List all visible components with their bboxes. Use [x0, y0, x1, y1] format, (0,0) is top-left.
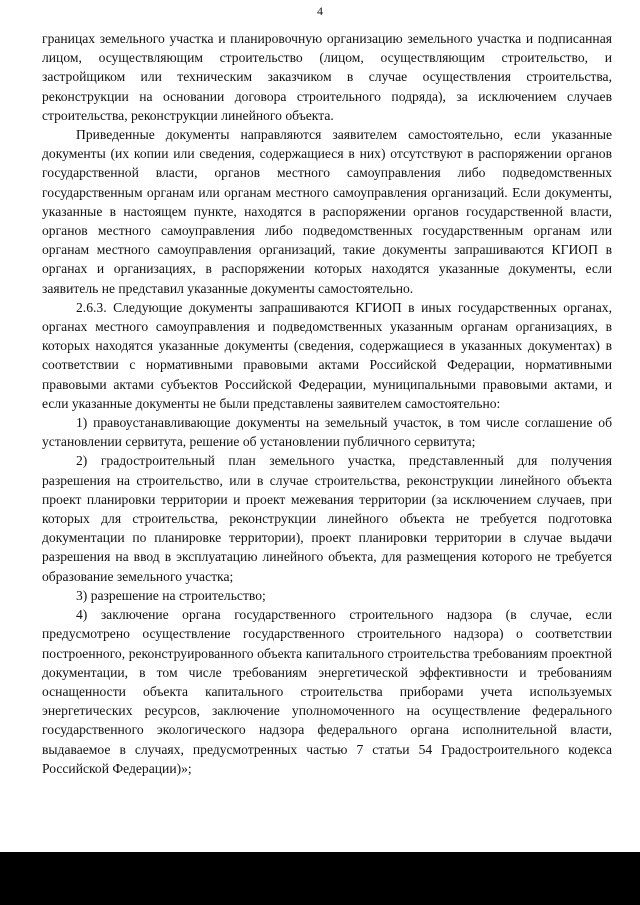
- page-number: 4: [317, 4, 323, 18]
- paragraph: 2.6.3. Следующие документы запрашиваются КГИОП в иных государственных органах, органах местного самоуправления и подведомственных указанным органам организациях, в которых находятся указанные документы (сведения, содержащиеся в указанных документах) в соответствии с нормативными правовыми актами Российской Федерации, нормативными правовыми актами субъектов Российской Федерации, муниципальными правовыми актами, и если указанные документы не были представлены заявителем самостоятельно:: [42, 299, 612, 411]
- scan-border-bottom: [0, 852, 640, 905]
- document-body: [42, 29, 612, 778]
- paragraph: Приведенные документы направляются заявителем самостоятельно, если указанные документы (их копии или сведения, содержащиеся в них) отсутствуют в распоряжении органов государственной власти, органов местного самоуправления либо подведомственных государственным органам или органам местного самоуправления организаций. Если документы, указанные в настоящем пункте, находятся в распоряжении органов государственной власти, органов местного самоуправления либо подведомственных государственным органам или органам местного самоуправления организаций, такие документы запрашиваются КГИОП в органах и организациях, в распоряжении которых находятся указанные документы, если заявитель не представил указанные документы самостоятельно.: [42, 127, 612, 296]
- list-item: 3) разрешение на строительство;: [76, 587, 266, 603]
- list-item: 4) заключение органа государственного строительного надзора (в случае, если предусмотрено осуществление государственного строительного надзора) о соответствии построенного, реконструированного объекта капитального строительства требованиям проектной документации, в том числе требованиям энергетической эффективности и требованиям оснащенности объекта капитального строительства приборами учета используемых энергетических ресурсов, заключение уполномоченного на осуществление федерального государственного экологического надзора федерального органа исполнительной власти, выдаваемое в случаях, предусмотренных частью 7 статьи 54 Градостроительного кодекса Российской Федерации)»;: [42, 607, 612, 776]
- list-item: 2) градостроительный план земельного участка, представленный для получения разрешения на строительство, или в случае строительства, реконструкции линейного объекта проект планировки территории и проект межевания территории (за исключением случаев, при которых для строительства, реконструкции линейного объекта не требуется подготовка документации по планировке территории), проект планировки территории в случае выдачи разрешения на ввод в эксплуатацию линейного объекта, для размещения которого не требуется образование земельного участка;: [42, 453, 612, 584]
- list-item: 1) правоустанавливающие документы на земельный участок, в том числе соглашение об установлении сервитута, решение об установлении публичного сервитута;: [42, 415, 612, 450]
- paragraph: границах земельного участка и планировочную организацию земельного участка и подписанная лицом, осуществляющим строительство (лицом, осуществляющим строительство, и застройщиком или техническим заказчиком в случае осуществления строительства, реконструкции на основании договора строительного подряда), за исключением случаев строительства, реконструкции линейного объекта.: [42, 31, 612, 123]
